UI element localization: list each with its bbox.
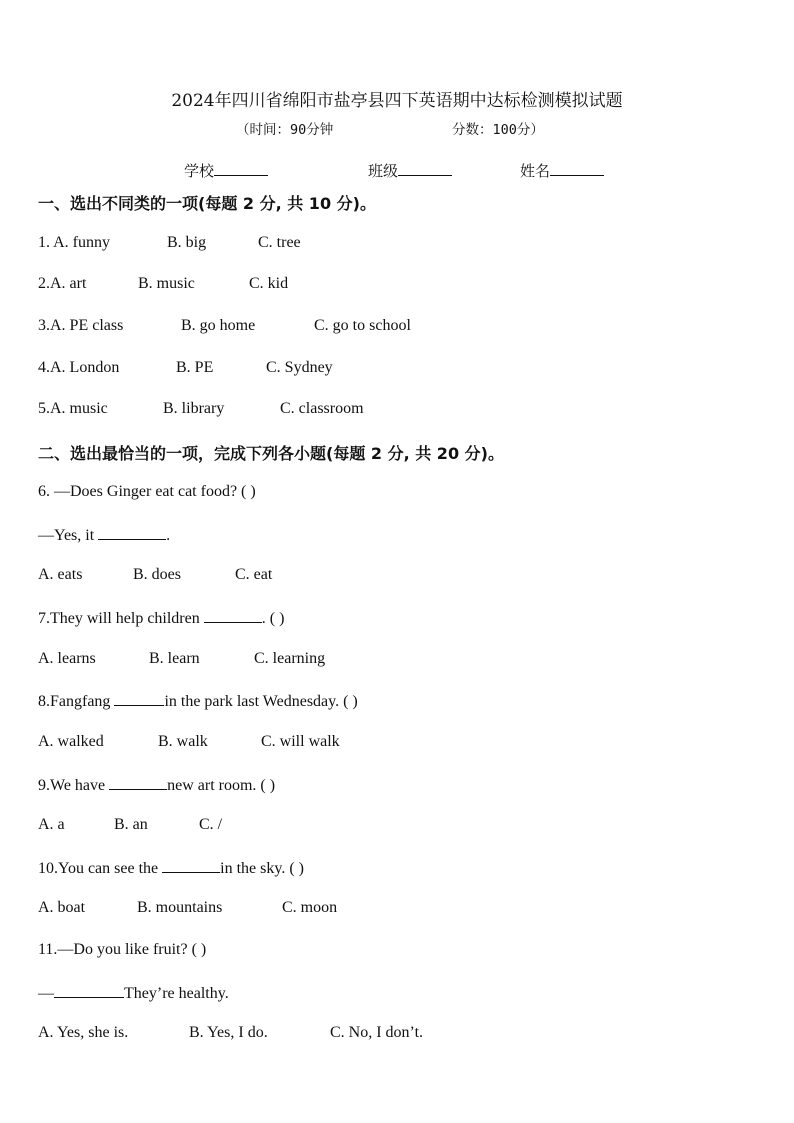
q10-stem <box>38 858 304 878</box>
q4-option-c: C. Sydney <box>266 359 333 376</box>
section1-heading: 一、选出不同类的一项(每题 2 分, 共 10 分)。 <box>38 194 376 213</box>
q2-option-b: B. music <box>138 275 195 292</box>
page-title: 2024年四川省绵阳市盐亭县四下英语期中达标检测模拟试题 <box>171 91 623 111</box>
q7-blank <box>204 608 262 623</box>
q9-stem-pre: 9.We have <box>38 777 110 794</box>
q1-option-c: C. tree <box>258 234 301 251</box>
q9-option-a: A. a <box>38 816 65 833</box>
q11-blank <box>54 983 124 998</box>
q3-option-a: 3.A. PE class <box>38 317 124 334</box>
q10-option-c: C. moon <box>282 899 338 916</box>
q6-option-c: C. eat <box>235 566 273 583</box>
q8-stem-pre: 8.Fangfang <box>38 693 115 710</box>
q8-stem-post: in the park last Wednesday. ( ) <box>164 693 358 710</box>
q7-option-b: B. learn <box>149 650 200 667</box>
q8-stem <box>38 691 358 711</box>
q9-stem <box>38 775 275 795</box>
q11-option-a: A. Yes, she is. <box>38 1024 129 1041</box>
q7-stem-post: . ( ) <box>261 610 285 627</box>
q3-option-b: B. go home <box>181 317 256 334</box>
q10-stem-pre: 10.You can see the <box>38 860 163 877</box>
q8-option-b: B. walk <box>158 733 208 750</box>
q9-blank <box>109 775 167 790</box>
q7-stem <box>38 608 284 628</box>
q10-option-b: B. mountains <box>137 899 223 916</box>
q8-option-a: A. walked <box>38 733 104 750</box>
q1-option-a: 1. A. funny <box>38 234 110 251</box>
school-blank <box>214 161 268 176</box>
school-label: 学校 <box>184 162 215 180</box>
q10-stem-post: in the sky. ( ) <box>220 860 304 877</box>
q10-blank <box>162 858 220 873</box>
name-blank <box>550 161 604 176</box>
q7-stem-pre: 7.They will help children <box>38 610 204 627</box>
q8-option-c: C. will walk <box>261 733 340 750</box>
name-field <box>520 160 604 181</box>
q6-option-a: A. eats <box>38 566 83 583</box>
q1-option-b: B. big <box>167 234 207 251</box>
class-blank <box>398 161 452 176</box>
section2-heading: 二、选出最恰当的一项，完成下列各小题(每题 2 分, 共 20 分)。 <box>38 444 504 463</box>
q2-option-a: 2.A. art <box>38 275 87 292</box>
q4-option-a: 4.A. London <box>38 359 120 376</box>
q6-stem: 6. —Does Ginger eat cat food? ( ) <box>38 483 256 500</box>
q5-option-c: C. classroom <box>280 400 364 417</box>
q9-option-c: C. / <box>199 816 223 833</box>
q5-option-b: B. library <box>163 400 225 417</box>
q10-option-a: A. boat <box>38 899 86 916</box>
name-label: 姓名 <box>520 162 551 180</box>
q2-option-c: C. kid <box>249 275 289 292</box>
q9-stem-post: new art room. ( ) <box>167 777 276 794</box>
q9-option-b: B. an <box>114 816 148 833</box>
school-field <box>184 160 268 181</box>
q8-blank <box>114 691 164 706</box>
q11-stem: 11.—Do you like fruit? ( ) <box>38 941 207 958</box>
class-field <box>368 160 452 181</box>
q11-answer-suffix: They’re healthy. <box>124 985 229 1002</box>
q11-answer-line <box>38 983 229 1003</box>
q3-option-c: C. go to school <box>314 317 411 334</box>
q7-option-c: C. learning <box>254 650 326 667</box>
exam-time: （时间：90分钟 <box>236 122 334 138</box>
q11-answer-prefix: — <box>38 985 54 1002</box>
q4-option-b: B. PE <box>176 359 214 376</box>
q6-option-b: B. does <box>133 566 181 583</box>
q5-option-a: 5.A. music <box>38 400 108 417</box>
q6-answer-suffix: . <box>166 527 171 544</box>
q11-option-c: C. No, I don’t. <box>330 1024 424 1041</box>
q11-option-b: B. Yes, I do. <box>189 1024 268 1041</box>
exam-score: 分数：100分） <box>452 122 544 138</box>
q6-answer-line <box>38 525 170 545</box>
q7-option-a: A. learns <box>38 650 96 667</box>
class-label: 班级 <box>368 162 399 180</box>
q6-answer-prefix: —Yes, it <box>38 527 99 544</box>
q6-blank <box>98 525 166 540</box>
